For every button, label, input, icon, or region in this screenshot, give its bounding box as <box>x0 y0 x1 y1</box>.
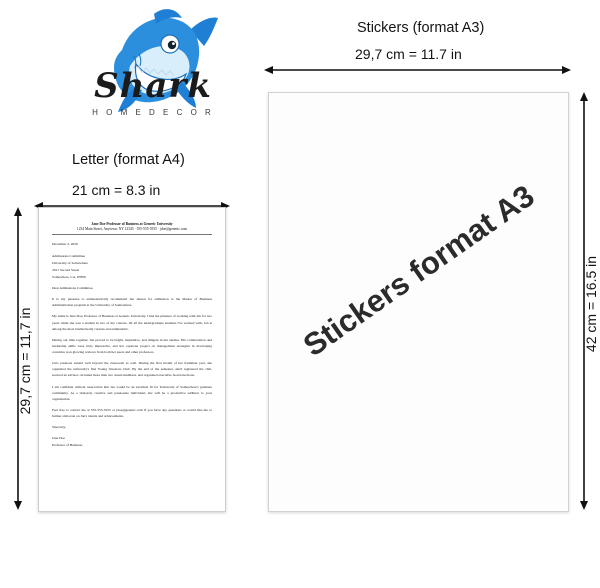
stickers-a3-sheet[interactable] <box>268 92 569 512</box>
letter-signature-name: Jane Doe <box>52 436 65 441</box>
letter-paragraph: Feel free to contact me at 555-555-5555 or jdoe@generic.com if you have any questions or would like me to further elaborate on Jan's talents and achievements. <box>52 407 212 419</box>
letter-height-dimension: 29,7 cm = 11,7 in <box>17 307 33 415</box>
letter-paragraph: It is my pleasure to enthusiastically recommend Jan Janson for admission to the Master of Business Administration program at the University of Somewhere. <box>52 297 212 308</box>
letter-a4-sheet[interactable] <box>38 207 226 512</box>
letter-paragraph: Jan's passions extend well beyond the classroom as well. During the first month of her freshman year, she organized the university's first Young Investors Club. By the end of the semester, she'd registered the club, secured an advisor, recruited more than two dozen members, and organized executive board elections. <box>52 361 212 378</box>
letter-address-line: Somewhere, CA, 67890 <box>52 274 86 279</box>
letter-paragraph: My name is Jane Doe, Professor of Business at Generic University. I had the pleasure of working with Jan for two years while she was a student in two of my courses. Of all the undergraduate students I've worked with, Jan is among the most intellectually curious and enthusiastic. <box>52 314 212 331</box>
letter-date: December 2, 2020 <box>52 242 78 247</box>
brand-logo <box>78 4 228 152</box>
stickers-title: Stickers (format A3) <box>357 20 485 36</box>
stickers-height-dimension: 42 cm = 16.5 in <box>583 255 599 353</box>
stickers-sheet-label: Stickers format A3 <box>296 178 541 364</box>
letter-signature-title: Professor of Business <box>52 443 83 448</box>
letter-salutation: Dear Admissions Committee, <box>52 286 94 291</box>
letter-body <box>52 241 212 448</box>
letter-letterhead <box>52 222 212 235</box>
letter-header-contact: 1234 Main Street, Anytown, NY 12345 · 555-555-5555 · jdoe@generic.com <box>76 227 188 232</box>
letter-address-line: Admissions Committee <box>52 253 85 258</box>
logo-tagline: H O M E D E C O R <box>92 108 214 117</box>
logo-wordmark: Shark <box>94 66 212 106</box>
letter-width-dimension: 21 cm = 8.3 in <box>72 182 161 198</box>
letter-header-name: Jane Doe Professor of Business at Generic University <box>91 222 173 226</box>
letter-title: Letter (format A4) <box>72 152 185 168</box>
letter-address-line: University of Somewhere <box>52 260 88 265</box>
letter-paragraph: During our time together, Jan proved to be bright, inquisitive, and diligent in her studies. Her collaboration and leadership skills were truly impressive, and her capstone project on management strategies in developing countries won glowing reviews from both her peers and other professors. <box>52 337 212 355</box>
letter-paragraph: I am confident without reservation that Jan would be an excellent fit for University of Somewhere's graduate community. As a tirelessly creative and passionate individual, she will be a productive addition to your organization. <box>52 384 212 401</box>
stickers-width-arrow <box>264 64 571 76</box>
letter-address-line: 4321 Second Street <box>52 267 80 272</box>
stickers-width-dimension: 29,7 cm = 11.7 in <box>355 46 462 62</box>
letter-closing: Sincerely, <box>52 425 66 430</box>
